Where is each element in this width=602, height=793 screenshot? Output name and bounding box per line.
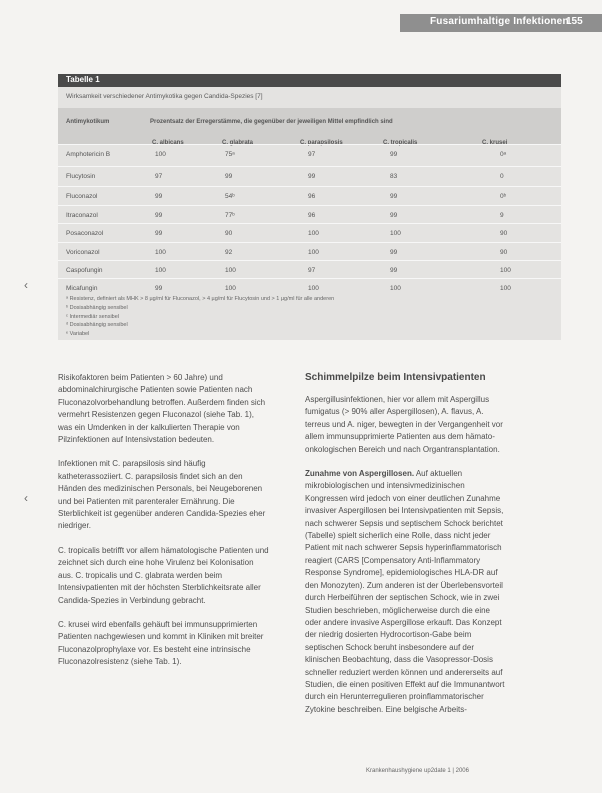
footnote: ᵉ Variabel	[66, 331, 90, 338]
column-header-species: C. tropicalis	[383, 140, 418, 146]
paragraph	[305, 468, 505, 716]
paragraph: Infektionen mit C. parapsilosis sind häufig katheterassoziiert. C. parapsilosis findet sich an den Händen des medizinischen Personals, bei Neugeborenen und bei Patienten mit parenteraler Ernährung. Die Sterblichkeit ist gegenüber anderen Candida-Spezies eher niedriger.	[58, 459, 266, 531]
table-cell: 100	[308, 249, 319, 256]
table-cell: 97	[308, 267, 316, 274]
table-cell: 100	[308, 230, 319, 237]
row-label: Micafungin	[66, 285, 98, 292]
page-footer: Krankenhaushygiene up2date 1 | 2006	[366, 768, 469, 774]
table-row	[58, 144, 561, 166]
table-label: Tabelle 1	[66, 75, 100, 84]
table-cell: 99	[155, 230, 163, 237]
margin-mark-icon: ‹	[24, 491, 28, 505]
table-cell: 100	[390, 230, 401, 237]
table-cell: 100	[155, 249, 166, 256]
left-text-column	[58, 372, 270, 681]
row-label: Flucytosin	[66, 173, 96, 180]
table-cell: 0ᵃ	[500, 151, 507, 158]
table-cell: 92	[225, 249, 233, 256]
paragraph-subheading: Zunahme von Aspergillosen.	[305, 469, 415, 479]
table-caption: Wirksamkeit verschiedener Antimykotika gegen Candida-Spezies [7]	[66, 93, 263, 100]
table-cell: 83	[390, 173, 398, 180]
table-cell: 99	[390, 193, 398, 200]
footnote: ᵇ Dosisabhängig sensibel	[66, 304, 128, 311]
paragraph: Aspergillusinfektionen, hier vor allem mit Aspergillus fumigatus (> 90% aller Aspergillosen), A. flavus, A. terreus und A. niger, bewegten in der Vergangenheit vor allem immunsupprimierte Patienten aus dem hämato-onkologischen Bereich und nach Organtransplantation.	[305, 395, 503, 454]
table-cell: 90	[225, 230, 233, 237]
table-row	[58, 166, 561, 188]
running-header-title: Fusariumhaltige Infektionen	[430, 16, 569, 27]
row-label: Amphotericin B	[66, 151, 111, 158]
table-cell: 0	[500, 173, 504, 180]
table-cell: 99	[308, 173, 316, 180]
paragraph: C. tropicalis betrifft vor allem hämatologische Patienten und zeichnet sich durch eine hohe Virulenz bei Kolonisation aus. C. tropicalis und C. glabrata werden beim Intensivpatienten mit der höchsten Sterblichkeitsrate aller Candida-Spezies in Verbindung gebracht.	[58, 545, 269, 605]
table-cell: 100	[308, 285, 319, 292]
right-text-column	[305, 394, 505, 728]
footnote: ᵃ Resistenz, definiert als MHK > 8 µg/ml für Fluconazol, > 4 µg/ml für Flucytosin und > 1 µg/ml für alle anderen	[66, 296, 335, 302]
table-cell: 100	[390, 285, 401, 292]
footnote: ᶜ Intermediär sensibel	[66, 313, 119, 320]
table-cell: 97	[308, 151, 316, 158]
column-header-antimycotic: Antimykotikum	[66, 119, 110, 125]
table-cell: 99	[155, 285, 163, 292]
row-label: Voriconazol	[66, 249, 100, 256]
table-cell: 100	[225, 267, 236, 274]
table-cell: 99	[225, 173, 233, 180]
margin-mark-icon: ‹	[24, 278, 28, 292]
table-cell: 90	[500, 249, 508, 256]
column-header-species: C. parapsilosis	[300, 140, 343, 146]
row-label: Fluconazol	[66, 193, 98, 200]
table-cell: 99	[155, 212, 163, 219]
table-cell: 9	[500, 212, 504, 219]
row-label: Caspofungin	[66, 267, 103, 274]
column-span-header: Prozentsatz der Erregerstämme, die gegenüber der jeweiligen Mittel empfindlich sind	[150, 119, 393, 125]
table-cell: 100	[155, 267, 166, 274]
table-cell: 99	[390, 151, 398, 158]
table-cell: 99	[390, 249, 398, 256]
table-cell: 99	[390, 212, 398, 219]
table-cell: 0ᵇ	[500, 193, 507, 200]
table-cell: 96	[308, 212, 316, 219]
row-label: Posaconazol	[66, 230, 104, 237]
table-cell: 100	[500, 285, 511, 292]
paragraph: Risikofaktoren beim Patienten > 60 Jahre) und abdominalchirurgische Patienten sowie Patienten nach Fluconazolvorbehandlung betroffen. Außerdem finden sich vermehrt Resistenzen gegen Fluconazol (siehe Tab. 1), was ein Umdenken in der kalkulierten Therapie von Pilzinfektionen auf Intensivstation bedeuten.	[58, 373, 266, 445]
paragraph: C. krusei wird ebenfalls gehäuft bei immunsupprimierten Patienten nachgewiesen und kommt in Kliniken mit breiter Fluconazolprophylaxe vor. Es besteht eine intrinsische Fluconazolresistenz (siehe Tab. 1).	[58, 619, 264, 667]
section-heading: Schimmelpilze beim Intensivpatienten	[305, 372, 486, 383]
paragraph-text: Auf aktuellen mikrobiologischen und intensivmedizinischen Kongressen wird jedoch von einer deutlichen Zunahme invasiver Aspergillosen bei Intensivpatienten mit Sepsis, nach schwerer Sepsis und septischem Schock berichtet (Tabelle) spielt sicherlich eine Rolle, dass nicht jeder Patient mit nach schwerer Sepsis hyperinflammatorisch reagiert (CARS [Compensatory Anti-Inflammatory Response Syndrome], epidemiologisches HLA-DR auf den Monozyten). Zum anderen ist der Überlebensvorteil durch Herbeiführen der septischen Schock, wie in zwei Studien beschrieben, möglicherweise durch die eine oder andere invasive Aspergillose erkauft. Das Konzept der niedrig dosierten Hydrocortison-Gabe beim septischen Schock beruht insbesondere auf der klinischen Beobachtung, dass die Vasopressor-Dosis schneller reduziert werden können und andererseits auf Studien, die einen positiven Effekt auf die Immunantwort durch ein Herunterregulieren proinflammatorischer Zytokine beschreiben. Eine belgische Arbeits-	[305, 469, 505, 714]
column-header-species: C. glabrata	[222, 140, 254, 146]
table-cell: 54ᵇ	[225, 193, 235, 200]
table-cell: 100	[500, 267, 511, 274]
table-cell: 96	[308, 193, 316, 200]
table-label-bar	[58, 74, 561, 87]
table-cell: 100	[225, 285, 236, 292]
table-cell: 99	[390, 267, 398, 274]
table-cell: 75ᵃ	[225, 151, 235, 158]
table-cell: 90	[500, 230, 508, 237]
column-header-species: C. albicans	[152, 140, 184, 146]
footnote: ᵈ Dosisabhängig sensibel	[66, 322, 128, 329]
table-header	[58, 108, 561, 144]
table-cell: 100	[155, 151, 166, 158]
table-footnotes	[66, 295, 334, 339]
column-header-species: C. krusei	[482, 140, 508, 146]
table-cell: 77ᵇ	[225, 212, 235, 219]
row-label: Itraconazol	[66, 212, 98, 219]
page-number: 155	[566, 16, 583, 27]
table-cell: 99	[155, 193, 163, 200]
table-cell: 97	[155, 173, 163, 180]
